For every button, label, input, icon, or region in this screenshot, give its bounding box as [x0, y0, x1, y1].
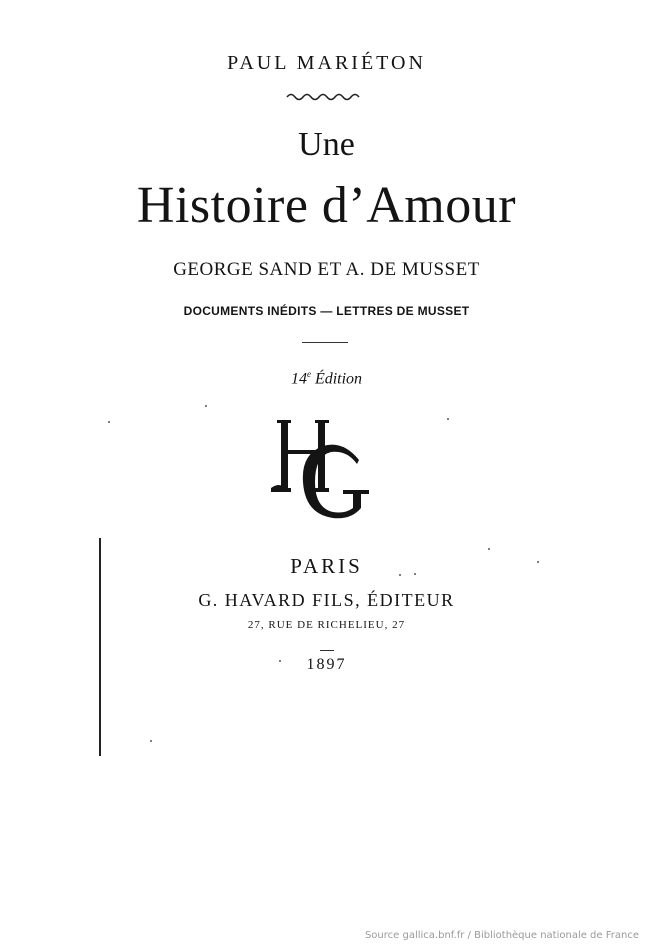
paper-speck: [447, 418, 449, 420]
paper-speck: [537, 561, 539, 563]
paper-speck: [488, 548, 490, 550]
author-name: PAUL MARIÉTON: [227, 52, 426, 74]
edition-line: [0, 369, 653, 388]
edition-number: 14: [290, 370, 307, 388]
title-line-2: Histoire d’Amour: [136, 177, 517, 234]
scan-margin-line: [99, 538, 101, 756]
paper-speck: [279, 660, 281, 662]
publisher-monogram-hg-icon: [271, 416, 381, 522]
paper-speck: [399, 574, 401, 576]
wavy-ornament-icon: [285, 91, 365, 103]
documents-line: DOCUMENTS INÉDITS — LETTRES DE MUSSET: [183, 304, 470, 318]
year-rule: [320, 650, 334, 651]
paper-speck: [414, 573, 416, 575]
paper-speck: [108, 421, 110, 423]
divider-rule: [302, 342, 348, 343]
imprint-address: 27, RUE DE RICHELIEU, 27: [247, 619, 406, 631]
edition-label: Édition: [314, 370, 363, 388]
imprint-publisher: G. HAVARD FILS, ÉDITEUR: [198, 590, 455, 610]
edition-suffix: e: [306, 369, 311, 379]
source-credit: Source gallica.bnf.fr / Bibliothèque nationale de France: [364, 930, 639, 941]
subtitle: GEORGE SAND ET A. DE MUSSET: [173, 259, 480, 280]
paper-speck: [150, 740, 152, 742]
paper-speck: [205, 405, 207, 407]
imprint-city: PARIS: [290, 554, 363, 578]
imprint-year: 1897: [306, 656, 347, 673]
title-line-1: Une: [298, 126, 355, 163]
